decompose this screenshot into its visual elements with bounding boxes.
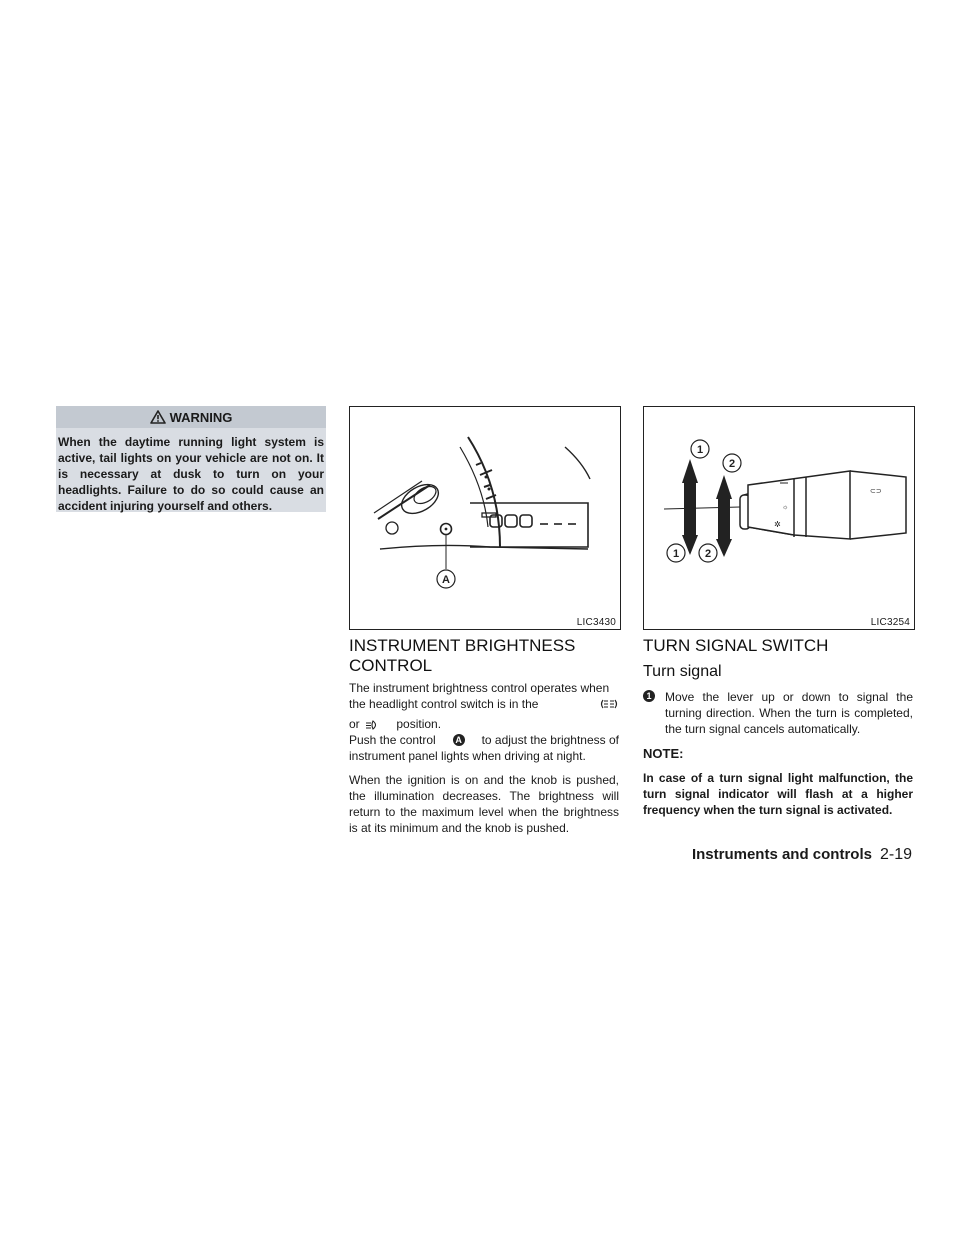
svg-text:☼: ☼ xyxy=(782,504,789,511)
brightness-heading: INSTRUMENT BRIGHTNESS CONTROL xyxy=(349,636,576,675)
svg-text:✲: ✲ xyxy=(774,520,781,529)
headlight-icon xyxy=(365,719,379,731)
warning-header xyxy=(56,406,326,428)
brightness-paragraph-1: The instrument brightness control operates when the headlight control switch is in the or position. xyxy=(349,680,619,732)
page-number: 2-19 xyxy=(879,846,912,863)
marker-1: 1 xyxy=(643,690,655,702)
note-label: NOTE: xyxy=(643,746,684,761)
dashboard-drawing xyxy=(350,407,620,629)
turn-signal-item xyxy=(643,689,913,737)
turn-signal-illustration xyxy=(643,406,915,630)
callout-1-top: 1 xyxy=(696,444,704,456)
brightness-paragraph-3: When the ignition is on and the knob is pushed, the illumination decreases. The brightness will return to the maximum level when the brightness is at its minimum and the knob is pushed. xyxy=(349,773,619,835)
figure-code: LIC3254 xyxy=(870,617,910,628)
turn-signal-item-text: Move the lever up or down to signal the turning direction. When the turn is completed, the turn signal cancels automatically. xyxy=(665,690,913,736)
figure-code: LIC3430 xyxy=(576,617,616,628)
callout-2-top: 2 xyxy=(728,458,736,470)
warning-box xyxy=(56,406,326,512)
marker-a: A xyxy=(453,734,465,746)
note-text: In case of a turn signal light malfunction, the turn signal indicator will flash at a higher frequency when the turn signal is activated. xyxy=(643,771,913,817)
brightness-paragraph-2: Push the control A to adjust the brightness of instrument panel lights when driving at night. xyxy=(349,733,619,763)
warning-text: When the daytime running light system is active, tail lights on your vehicle are not on. It is necessary at dusk to turn on your headlights. Failure to do so could cause an accident injuring yourself and others. xyxy=(58,435,324,513)
callout-2-bottom: 2 xyxy=(704,548,712,560)
brightness-illustration xyxy=(349,406,621,630)
footer-section: Instruments and controls xyxy=(691,846,872,863)
callout-a: A xyxy=(442,574,450,586)
page-footer xyxy=(680,846,912,864)
warning-title: WARNING xyxy=(169,409,233,425)
svg-text:⊂⊃: ⊂⊃ xyxy=(870,488,882,495)
warning-triangle-icon xyxy=(150,410,166,424)
parking-lights-icon xyxy=(599,698,619,710)
callout-1-bottom: 1 xyxy=(672,548,680,560)
turn-signal-subheading: Turn signal xyxy=(643,663,722,680)
lever-drawing xyxy=(644,407,914,629)
turn-signal-heading: TURN SIGNAL SWITCH xyxy=(643,636,829,655)
